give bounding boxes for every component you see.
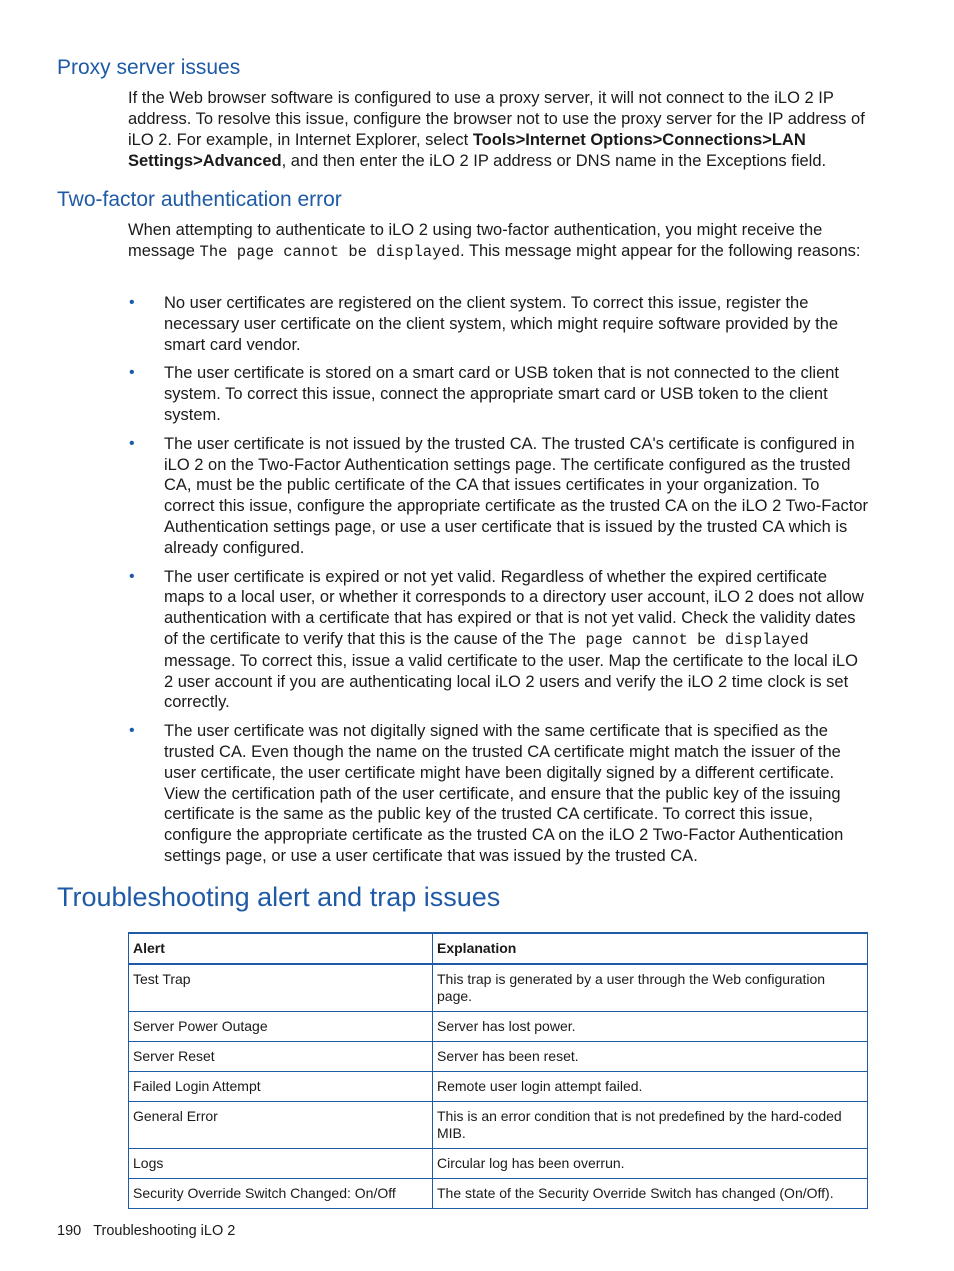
proxy-text-b: , and then enter the iLO 2 IP address or DNS name in the Exceptions field.: [281, 152, 827, 170]
explanation-cell: This is an error condition that is not predefined by the hard-coded MIB.: [433, 1102, 868, 1149]
reasons-list: [128, 293, 870, 875]
error-message-code: The page cannot be displayed: [548, 630, 809, 649]
proxy-section-paragraph: [128, 88, 870, 172]
explanation-cell: Server has lost power.: [433, 1012, 868, 1042]
bullet-icon: •: [129, 722, 135, 740]
explanation-cell: Server has been reset.: [433, 1042, 868, 1072]
bullet-text-a: The user certificate is expired or not yet valid. Regardless of whether the expired certificate maps to a local user, or whether it corresponds to a directory user account, iLO 2 does not allow authentication with a certificate that has expired or that is not yet valid. Check the validity dates of the certificate to verify that this is the cause of the: [164, 567, 864, 648]
explanation-cell: The state of the Security Override Switch has changed (On/Off).: [433, 1179, 868, 1209]
menu-path: Tools>Internet Options>Connections>LAN Settings>Advanced: [128, 131, 806, 170]
table-row: [129, 964, 868, 1012]
alert-trap-section-heading: Troubleshooting alert and trap issues: [57, 882, 501, 912]
table-row: [129, 1102, 868, 1149]
list-item: [128, 567, 870, 714]
bullet-icon: •: [129, 434, 135, 452]
table-row: [129, 1072, 868, 1102]
column-header-alert: Alert: [129, 933, 433, 964]
table-row: [129, 1012, 868, 1042]
alert-cell: Server Power Outage: [129, 1012, 433, 1042]
alert-cell: Server Reset: [129, 1042, 433, 1072]
chapter-title: Troubleshooting iLO 2: [93, 1223, 236, 1239]
error-message-code: The page cannot be displayed: [199, 243, 460, 261]
bullet-text: The user certificate is not issued by the trusted CA. The trusted CA's certificate is configured in iLO 2 on the Two-Factor Authentication settings page. The certificate configured as the trusted CA, must be the public certificate of the CA that issues certificates in your organization. To correct this issue, configure the appropriate certificate as the trusted CA on the iLO 2 Two-Factor Authentication settings page, or use a user certificate that is issued by the trusted CA which is already configured.: [164, 434, 869, 557]
alert-cell: Failed Login Attempt: [129, 1072, 433, 1102]
explanation-cell: Remote user login attempt failed.: [433, 1072, 868, 1102]
column-header-explanation: Explanation: [433, 933, 868, 964]
bullet-icon: •: [129, 294, 135, 311]
bullet-text-b: message. To correct this, issue a valid certificate to the user. Map the certificate to the local iLO 2 user account if you are authenticating local iLO 2 users and verify the iLO 2 time clock is set correctly.: [164, 651, 858, 712]
proxy-section-heading: Proxy server issues: [57, 56, 241, 79]
table-row: [129, 1149, 868, 1179]
bullet-icon: •: [129, 567, 135, 585]
proxy-text-a: If the Web browser software is configured to use a proxy server, it will not connect to the iLO 2 IP address. To resolve this issue, configure the browser not to use the proxy server for the IP address of iLO 2. For example, in Internet Explorer, select: [128, 89, 865, 149]
bullet-text: No user certificates are registered on the client system. To correct this issue, register the necessary user certificate on the client system, which might require software provided by the smart card vendor.: [164, 294, 839, 354]
list-item: [128, 721, 870, 867]
bullet-icon: •: [129, 364, 135, 382]
list-item: [128, 363, 870, 425]
bullet-text: The user certificate was not digitally signed with the same certificate that is specified as the trusted CA. Even though the name on the trusted CA certificate might match the issuer of the user certificate, the user certificate might have been digitally signed by a different certificate. View the certification path of the user certificate, and ensure that the public key of the issuing certificate is the same as the public key of the trusted CA certificate. To correct this issue, configure the appropriate certificate as the trusted CA on the iLO 2 Two-Factor Authentication settings page, or use a user certificate that was issued by the trusted CA.: [164, 722, 844, 865]
two-factor-section-heading: Two-factor authentication error: [57, 188, 342, 211]
alert-cell: General Error: [129, 1102, 433, 1149]
table-row: [129, 1179, 868, 1209]
intro-text-b: . This message might appear for the following reasons:: [460, 242, 861, 260]
alerts-table: [128, 932, 868, 1209]
explanation-cell: This trap is generated by a user through the Web configuration page.: [433, 964, 868, 1012]
intro-text-a: When attempting to authenticate to iLO 2 using two-factor authentication, you might receive the message: [128, 221, 823, 260]
list-item: [128, 434, 870, 559]
explanation-cell: Circular log has been overrun.: [433, 1149, 868, 1179]
two-factor-intro: [128, 220, 870, 263]
alert-cell: Security Override Switch Changed: On/Off: [129, 1179, 433, 1209]
page-number: 190: [57, 1223, 82, 1239]
table-row: [129, 1042, 868, 1072]
alert-cell: Logs: [129, 1149, 433, 1179]
alert-cell: Test Trap: [129, 964, 433, 1012]
bullet-text: The user certificate is stored on a smart card or USB token that is not connected to the client system. To correct this issue, connect the appropriate smart card or USB token to the client system.: [164, 364, 840, 424]
list-item: [128, 293, 870, 355]
table-header-row: [129, 933, 868, 964]
page-footer: [57, 1222, 235, 1240]
